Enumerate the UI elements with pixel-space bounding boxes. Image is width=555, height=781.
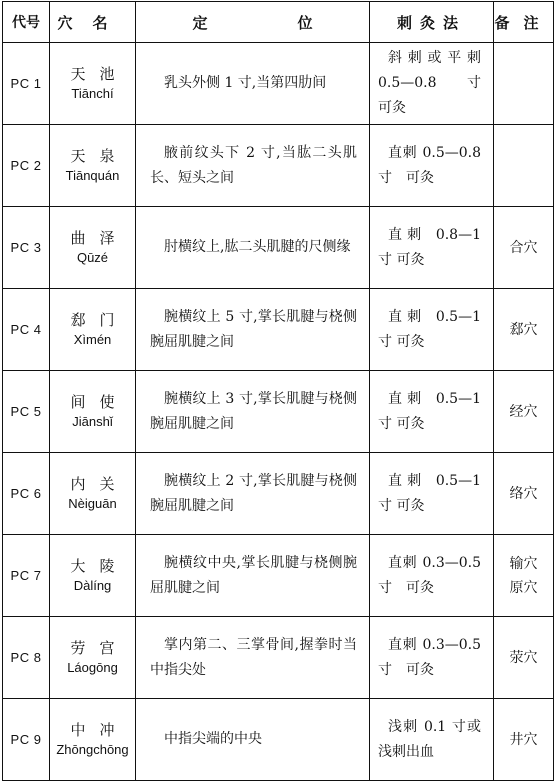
point-name-cell — [50, 371, 136, 453]
point-location: 腕横纹中央,掌长肌腱与桡侧腕屈肌腱之间 — [150, 554, 357, 596]
point-technique: 直刺 0.8—1 寸 可灸 — [378, 226, 481, 268]
point-technique-cell — [370, 125, 494, 207]
point-technique-cell — [370, 207, 494, 289]
point-name-cell — [50, 617, 136, 699]
point-note: 经穴 — [509, 403, 538, 420]
point-location-cell — [136, 535, 370, 617]
table-row — [3, 289, 554, 371]
point-code: PC 2 — [3, 125, 50, 207]
point-name: 天池 — [70, 64, 129, 83]
point-technique: 直刺 0.5—1 寸 可灸 — [378, 308, 481, 350]
point-notes-cell — [494, 125, 554, 207]
point-name-cell — [50, 535, 136, 617]
point-technique-cell — [370, 453, 494, 535]
point-location: 腕横纹上 5 寸,掌长肌腱与桡侧腕屈肌腱之间 — [150, 308, 357, 350]
point-code: PC 5 — [3, 371, 50, 453]
point-name-cell — [50, 699, 136, 781]
point-technique: 直刺 0.3—0.5 寸 可灸 — [378, 636, 481, 678]
point-technique-cell — [370, 43, 494, 125]
point-location: 肘横纹上,肱二头肌腱的尺侧缘 — [164, 239, 351, 255]
point-location-cell — [136, 289, 370, 371]
point-note: 合穴 — [509, 239, 538, 256]
point-pinyin: Láogōng — [67, 659, 118, 675]
point-name-cell — [50, 453, 136, 535]
point-notes-cell — [494, 617, 554, 699]
point-note: 荥穴 — [509, 649, 538, 666]
point-location-cell — [136, 453, 370, 535]
point-pinyin: Nèiguān — [68, 495, 117, 511]
table-row — [3, 617, 554, 699]
point-location: 中指尖端的中央 — [164, 731, 262, 747]
header-code: 代号 — [3, 2, 50, 43]
point-technique: 直刺 0.5—1 寸 可灸 — [378, 472, 481, 514]
point-pinyin: Xìmén — [73, 331, 112, 347]
table-row — [3, 125, 554, 207]
point-notes-cell — [494, 371, 554, 453]
point-name: 曲泽 — [70, 228, 129, 247]
point-note: 输穴 — [509, 555, 538, 572]
point-code: PC 7 — [3, 535, 50, 617]
point-location-cell — [136, 699, 370, 781]
point-notes-cell — [494, 43, 554, 125]
point-pinyin: Qūzé — [76, 249, 109, 265]
acupoint-table — [2, 1, 554, 781]
point-location-cell — [136, 207, 370, 289]
point-technique: 直刺 0.5—1 寸 可灸 — [378, 390, 481, 432]
point-name: 大陵 — [70, 556, 129, 575]
header-location — [136, 2, 370, 43]
point-technique-cell — [370, 699, 494, 781]
point-pinyin: Tiānchí — [71, 85, 114, 101]
point-technique: 直刺 0.5—0.8 寸 可灸 — [378, 144, 481, 186]
point-notes-cell — [494, 289, 554, 371]
table-header-row — [3, 2, 554, 43]
point-name-cell — [50, 125, 136, 207]
point-name-cell — [50, 207, 136, 289]
point-code: PC 8 — [3, 617, 50, 699]
point-technique: 斜刺或平刺 0.5—0.8 寸 可灸 — [378, 50, 495, 116]
point-code: PC 3 — [3, 207, 50, 289]
point-location-cell — [136, 371, 370, 453]
table-row — [3, 535, 554, 617]
point-note: 络穴 — [509, 485, 538, 502]
point-note: 原穴 — [509, 579, 538, 596]
point-notes-cell — [494, 453, 554, 535]
point-name: 郄门 — [70, 310, 129, 329]
point-name: 间使 — [70, 392, 129, 411]
point-pinyin: Tiānquán — [65, 167, 120, 183]
point-location-cell — [136, 43, 370, 125]
point-location: 腋前纹头下 2 寸,当肱二头肌长、短头之间 — [150, 144, 357, 186]
point-name-cell — [50, 289, 136, 371]
point-code: PC 9 — [3, 699, 50, 781]
point-pinyin: Dàlíng — [73, 577, 112, 593]
table-row — [3, 371, 554, 453]
point-pinyin: Zhōngchōng — [56, 741, 129, 757]
point-code: PC 6 — [3, 453, 50, 535]
table-row — [3, 699, 554, 781]
point-location: 乳头外侧 1 寸,当第四肋间 — [164, 75, 327, 91]
point-technique: 直刺 0.3—0.5 寸 可灸 — [378, 554, 481, 596]
point-notes-cell — [494, 535, 554, 617]
table-row — [3, 453, 554, 535]
point-location-cell — [136, 125, 370, 207]
point-technique: 浅刺 0.1 寸或浅刺出血 — [378, 718, 481, 760]
point-location: 腕横纹上 3 寸,掌长肌腱与桡侧腕屈肌腱之间 — [150, 390, 357, 432]
point-note: 井穴 — [509, 731, 538, 748]
point-location: 掌内第二、三掌骨间,握拳时当中指尖处 — [150, 636, 357, 678]
point-location-cell — [136, 617, 370, 699]
point-technique-cell — [370, 535, 494, 617]
point-pinyin: Jiānshǐ — [72, 413, 113, 429]
point-note: 郄穴 — [509, 321, 538, 338]
point-technique-cell — [370, 289, 494, 371]
point-name: 天泉 — [70, 146, 129, 165]
header-notes: 备注 — [494, 2, 554, 43]
point-name-cell — [50, 43, 136, 125]
point-technique-cell — [370, 617, 494, 699]
header-location-text: 定位 — [192, 13, 313, 32]
point-name: 劳宫 — [70, 638, 129, 657]
point-notes-cell — [494, 207, 554, 289]
header-name: 穴名 — [50, 2, 136, 43]
point-name: 中冲 — [70, 720, 129, 739]
point-technique-cell — [370, 371, 494, 453]
table-row — [3, 207, 554, 289]
point-notes-cell — [494, 699, 554, 781]
header-technique: 刺灸法 — [370, 2, 494, 43]
point-code: PC 1 — [3, 43, 50, 125]
point-name: 内关 — [70, 474, 129, 493]
point-location: 腕横纹上 2 寸,掌长肌腱与桡侧腕屈肌腱之间 — [150, 472, 357, 514]
point-code: PC 4 — [3, 289, 50, 371]
table-row — [3, 43, 554, 125]
